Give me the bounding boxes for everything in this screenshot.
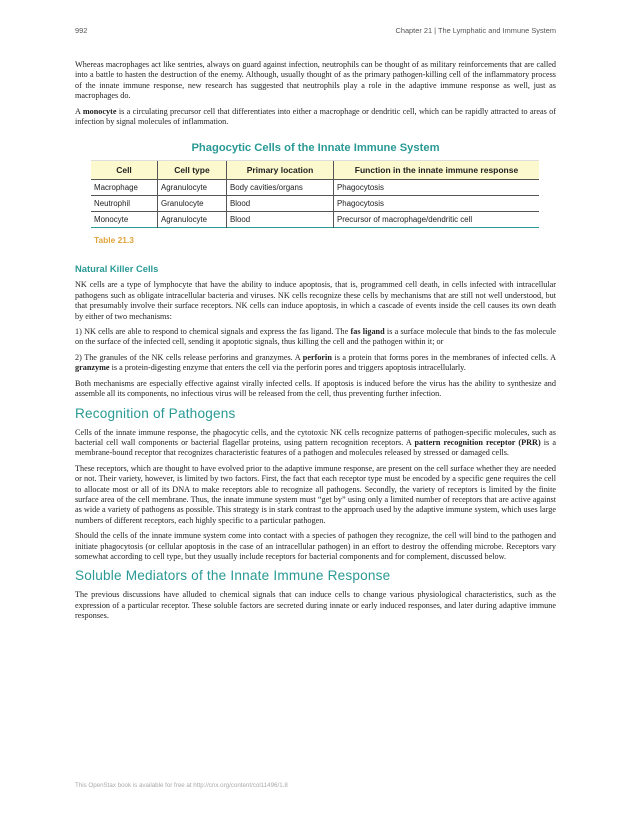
term-granzyme: granzyme [75,363,110,373]
paragraph-fas-ligand: 1) NK cells are able to respond to chemical signals and express the fas ligand. The fas ligand is a surface molecule that binds to the fas molecule on the surface of the infected cell, sending it apoptotic signals, thus killing the cell and the pathogen within it; or [75,327,557,347]
term-prr: pattern recognition receptor (PRR) [414,437,541,447]
heading-recognition-of-pathogens: Recognition of Pathogens [75,405,236,421]
table-row [91,212,539,228]
column-header: Function in the innate immune response [334,161,540,180]
table-cell: Blood [227,212,334,228]
paragraph-perforin-granzyme: 2) The granules of the NK cells release perforins and granzymes. A perforin is a protein that forms pores in the membranes of infected cells. A granzyme is a protein-digesting enzyme that enters the cell via the perforin pores and triggers apoptosis intracellularly. [75,352,556,373]
table-cell: Granulocyte [158,196,227,212]
table-cell: Precursor of macrophage/dendritic cell [334,212,540,228]
heading-natural-killer-cells: Natural Killer Cells [75,263,159,275]
phagocytic-cells-table [91,160,539,228]
paragraph-mechanisms: Both mechanisms are especially effective against virally infected cells. If apoptosis is induced before the virus has the ability to synthesize and assemble all its components, no infectious virus will be released from the cell, thus preventing further infection. [75,378,556,399]
paragraph-soluble-factors: The previous discussions have alluded to chemical signals that can induce cells to change various physiological characteristics, such as the expression of a particular receptor. These soluble factors are secreted during innate or early induced responses, and later during adaptive immune responses. [75,590,556,621]
table-cell: Body cavities/organs [227,180,334,196]
table-row [91,180,539,196]
chapter-title: Chapter 21 | The Lymphatic and Immune System [395,26,556,35]
table-cell: Neutrophil [91,196,158,212]
paragraph-phagocytosis: Should the cells of the innate immune system come into contact with a species of pathogen they recognize, the cell will bind to the pathogen and initiate phagocytosis (or cellular apoptosis in the case of an intracellular pathogen) in an effort to destroy the offending microbe. Receptors vary somewhat according to cell type, but they usually include receptors for bacterial components and for complement, discussed below. [75,531,556,561]
table-header-row [91,161,539,180]
table-cell: Agranulocyte [158,180,227,196]
term-perforin: perforin [302,352,332,362]
table-cell: Phagocytosis [334,180,540,196]
table-row [91,196,539,212]
paragraph-nk-intro: NK cells are a type of lymphocyte that have the ability to induce apoptosis, that is, programmed cell death, in cells infected with intracellular pathogens such as obligate intracellular bacteria and viruses. NK cells recognize these cells by mechanisms that are still not well understood, but that presumably involve their surface receptors. NK cells can induce apoptosis, in which a cascade of events inside the cell causes its own death by either of two mechanisms: [75,280,556,321]
term-fas-ligand: fas ligand [350,327,385,337]
table-cell: Phagocytosis [334,196,540,212]
table-cell: Macrophage [91,180,158,196]
column-header: Cell [91,161,158,180]
paragraph-monocyte: A monocyte is a circulating precursor cell that differentiates into either a macrophage or dendritic cell, which can be rapidly attracted to areas of infection by signal molecules of inflammation. [75,106,556,127]
table-caption: Table 21.3 [94,235,134,246]
column-header: Primary location [227,161,334,180]
table-cell: Blood [227,196,334,212]
paragraph-receptor-variety: These receptors, which are thought to have evolved prior to the adaptive immune response, are present on the cell surface whether they are needed or not. Their variety, however, is limited by two factors. First, the fact that each receptor type must be encoded by a specific gene requires the cell to allocate most or all of its DNA to make receptors able to recognize all pathogens. Secondly, the variety of receptors is limited by the finite surface area of the cell membrane. Thus, the innate immune system must “get by” using only a limited number of receptors that are active against as wide a variety of pathogens as possible. This strategy is in stark contrast to the approach used by the adaptive immune system, which uses large numbers of different receptors, each highly specific to a particular pathogen. [75,463,556,525]
paragraph-neutrophils: Whereas macrophages act like sentries, always on guard against infection, neutrophils can be thought of as military reinforcements that are called into a battle to hasten the destruction of the enemy. Although, usually thought of as the primary pathogen-killing cell of the inflammatory process of the innate immune response, new research has suggested that neutrophils play a role in the adaptive immune response as well, just as macrophages do. [75,60,556,101]
table-cell: Monocyte [91,212,158,228]
paragraph-prr: Cells of the innate immune response, the phagocytic cells, and the cytotoxic NK cells recognize patterns of pathogen-specific molecules, such as bacterial cell wall components or bacterial flagellar proteins, using pattern recognition receptors. A pattern recognition receptor (PRR) is a membrane-bound receptor that recognizes characteristic features of a pathogen and molecules released by stressed or damaged cells. [75,427,556,458]
main-content [75,60,556,627]
table-cell: Agranulocyte [158,212,227,228]
term-monocyte: monocyte [82,106,117,116]
table-title: Phagocytic Cells of the Innate Immune System [191,142,440,155]
heading-soluble-mediators: Soluble Mediators of the Innate Immune Response [75,568,391,584]
column-header: Cell type [158,161,227,180]
page-footer: This OpenStax book is available for free at http://cnx.org/content/col11496/1.8 [75,782,288,789]
page-number: 992 [75,26,88,35]
